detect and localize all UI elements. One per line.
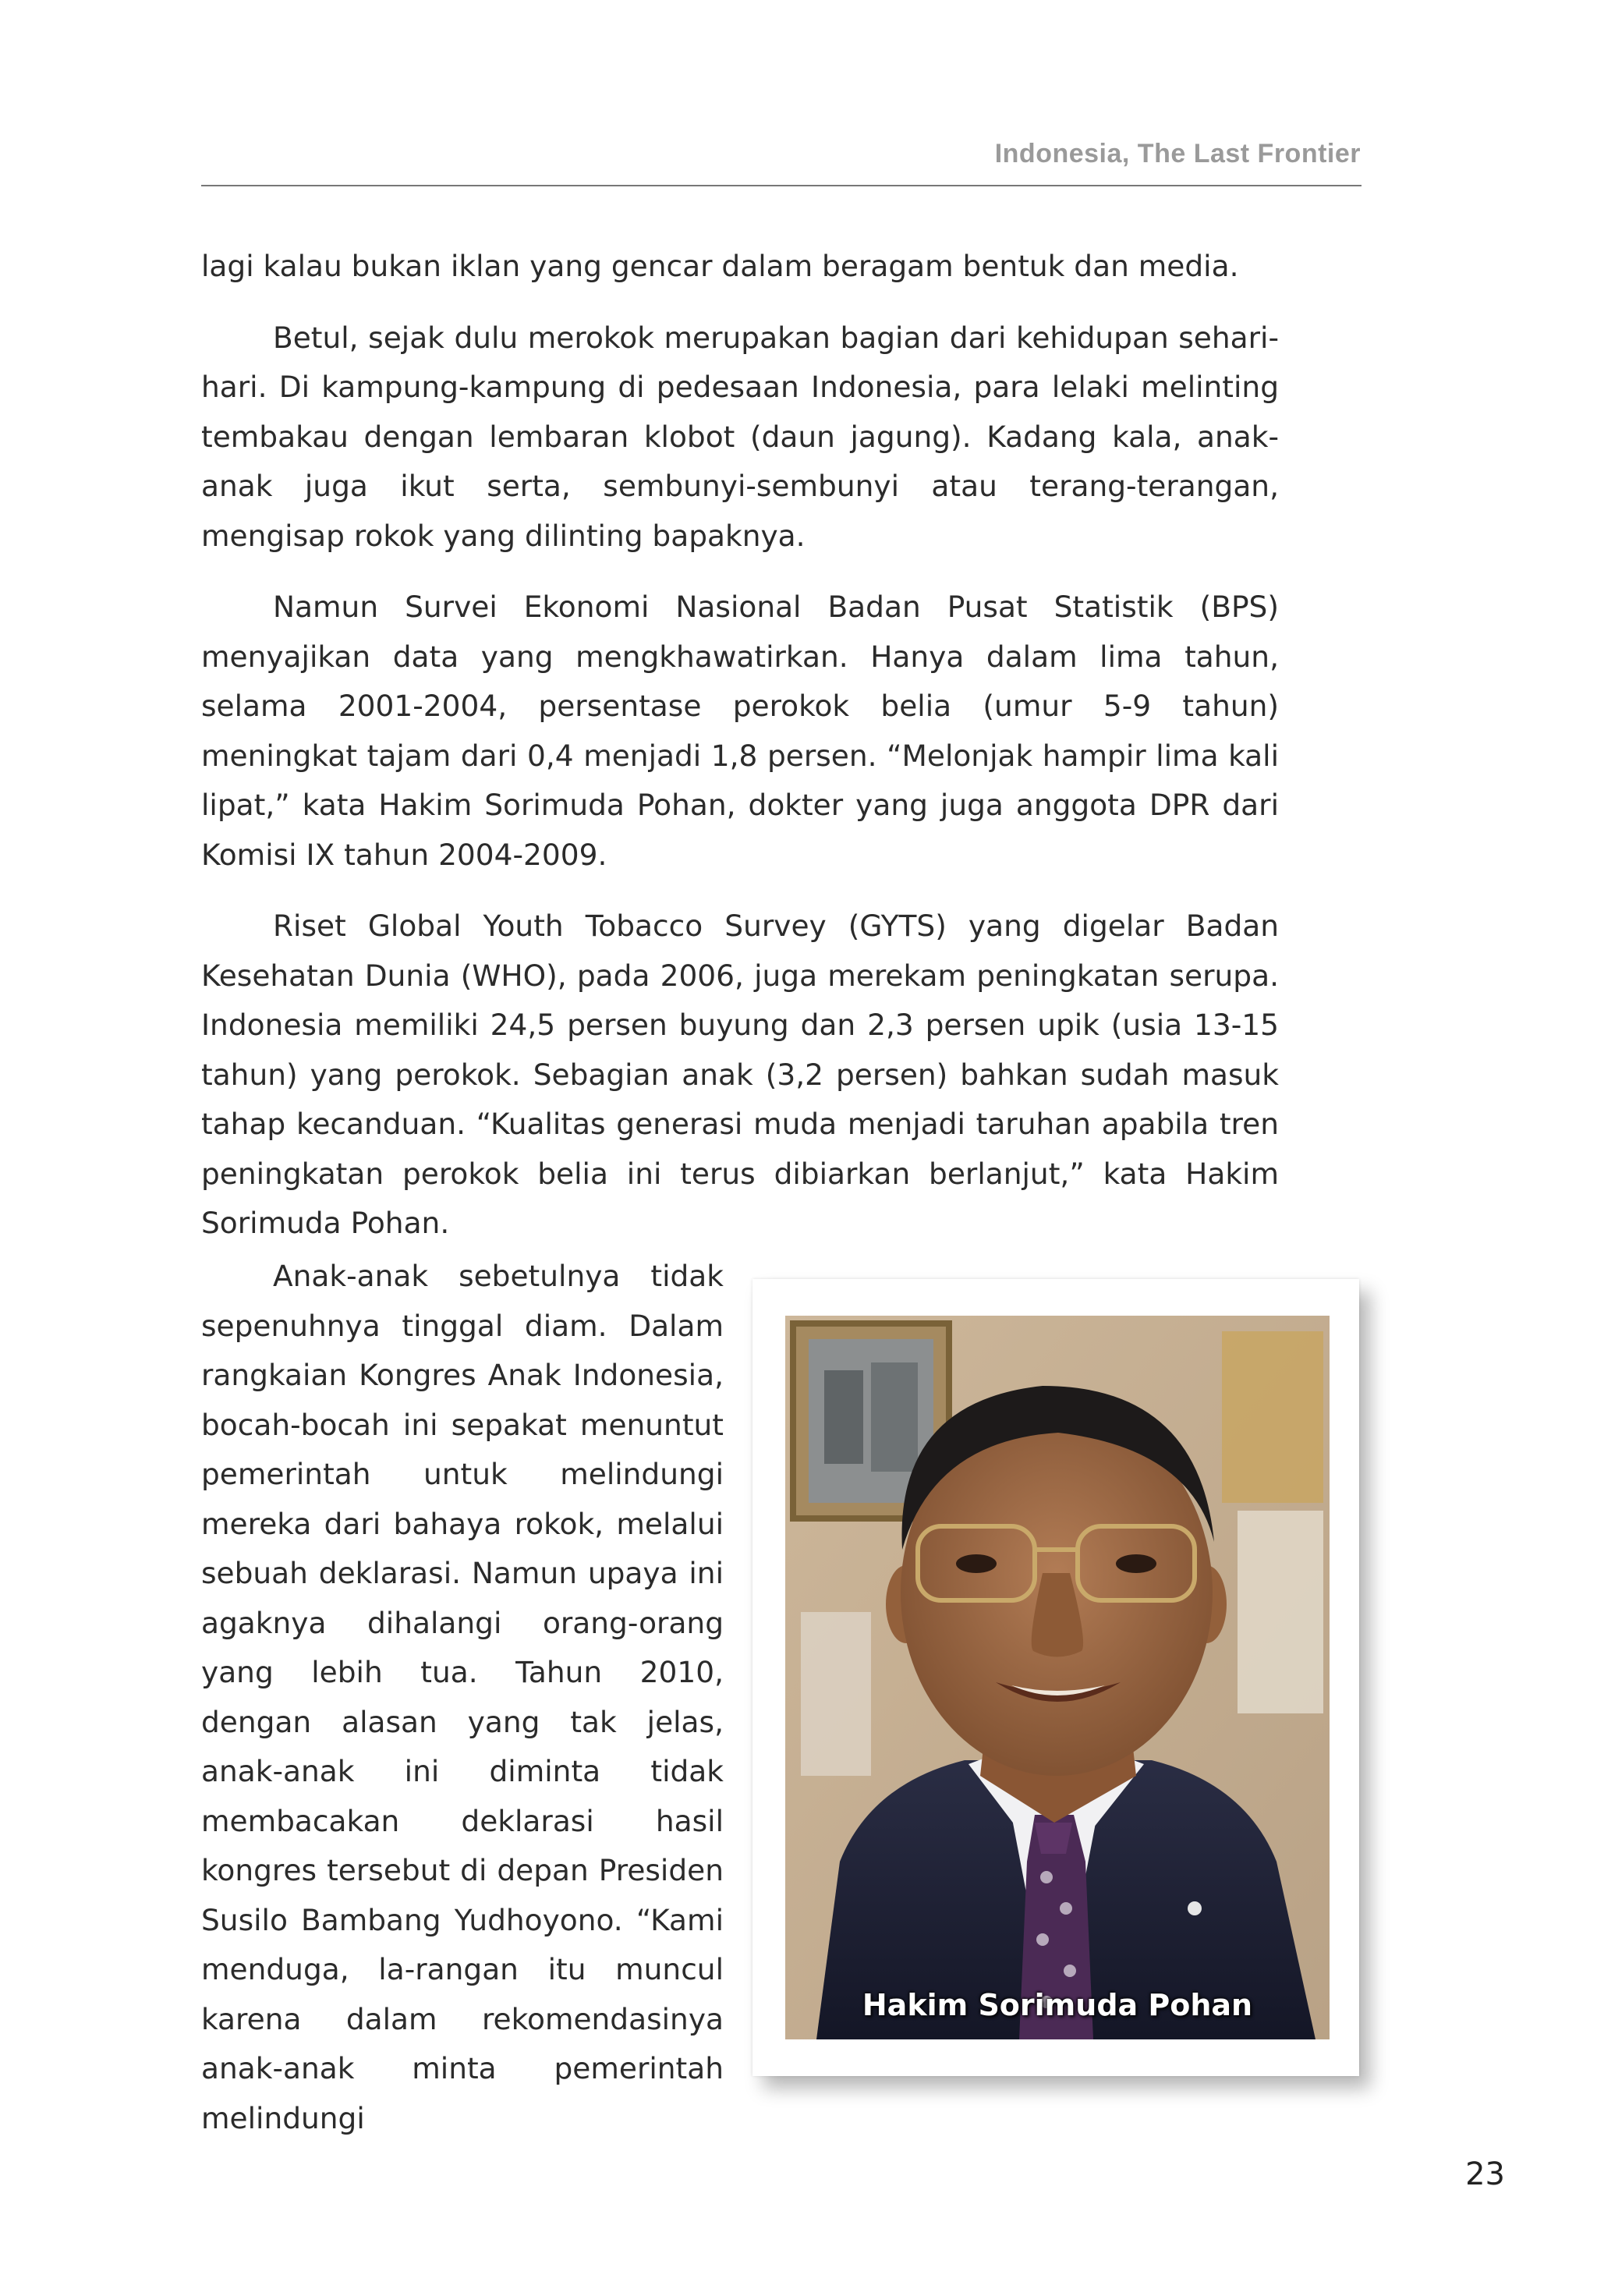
header-rule	[201, 185, 1362, 186]
paragraph-1: lagi kalau bukan iklan yang gencar dalam beragam bentuk dan media.	[201, 249, 1239, 283]
portrait-illustration	[785, 1316, 1330, 2039]
photo-caption: Hakim Sorimuda Pohan	[862, 1988, 1253, 2022]
portrait-photo	[785, 1316, 1330, 2039]
photo-frame	[752, 1279, 1359, 2076]
paragraph-3: Namun Survei Ekonomi Nasional Badan Pusat Statistik (BPS) menyajikan data yang mengkhawatirkan. Hanya dalam lima tahun, selama 2001-2004, persentase perokok belia (umur 5-9 tahun) meningkat tajam dari 0,4 menjadi 1,8 persen. “Melonjak hampir lima kali lipat,” kata Hakim Sorimuda Pohan, dokter yang juga anggota DPR dari Komisi IX tahun 2004-2009.	[201, 590, 1279, 872]
main-text-column	[201, 242, 1279, 1270]
side-text-column	[201, 1252, 724, 2143]
page-number: 23	[1465, 2156, 1505, 2192]
paragraph-2: Betul, sejak dulu merokok merupakan bagian dari kehidupan sehari-hari. Di kampung-kampung di pedesaan Indonesia, para lelaki melinting tembakau dengan lembaran klobot (daun jagung). Kadang kala, anak-anak juga ikut serta, sembunyi-sembunyi atau terang-terangan, mengisap rokok yang dilinting bapaknya.	[201, 320, 1279, 553]
paragraph-4: Riset Global Youth Tobacco Survey (GYTS) yang digelar Badan Kesehatan Dunia (WHO), pada 2006, juga merekam peningkatan serupa. Indonesia memiliki 24,5 persen buyung dan 2,3 persen upik (usia 13-15 tahun) yang perokok. Sebagian anak (3,2 persen) bahkan sudah masuk tahap kecanduan. “Kualitas generasi muda menjadi taruhan apabila tren peningkatan perokok belia ini terus dibiarkan berlanjut,” kata Hakim Sorimuda Pohan.	[201, 909, 1279, 1240]
paragraph-5: Anak-anak sebetulnya tidak sepenuhnya tinggal diam. Dalam rangkaian Kongres Anak Indonesia, bocah-bocah ini sepakat menuntut pemerintah untuk melindungi mereka dari bahaya rokok, melalui sebuah deklarasi. Namun upaya ini agaknya dihalangi orang-orang yang lebih tua. Tahun 2010, dengan alasan yang tak jelas, anak-anak ini diminta tidak membacakan deklarasi hasil kongres tersebut di depan Presiden Susilo Bambang Yudhoyono. “Kami menduga, la-rangan itu muncul karena dalam rekomendasinya anak-anak minta pemerintah melindungi	[201, 1259, 724, 2135]
running-head: Indonesia, The Last Frontier	[994, 139, 1361, 168]
